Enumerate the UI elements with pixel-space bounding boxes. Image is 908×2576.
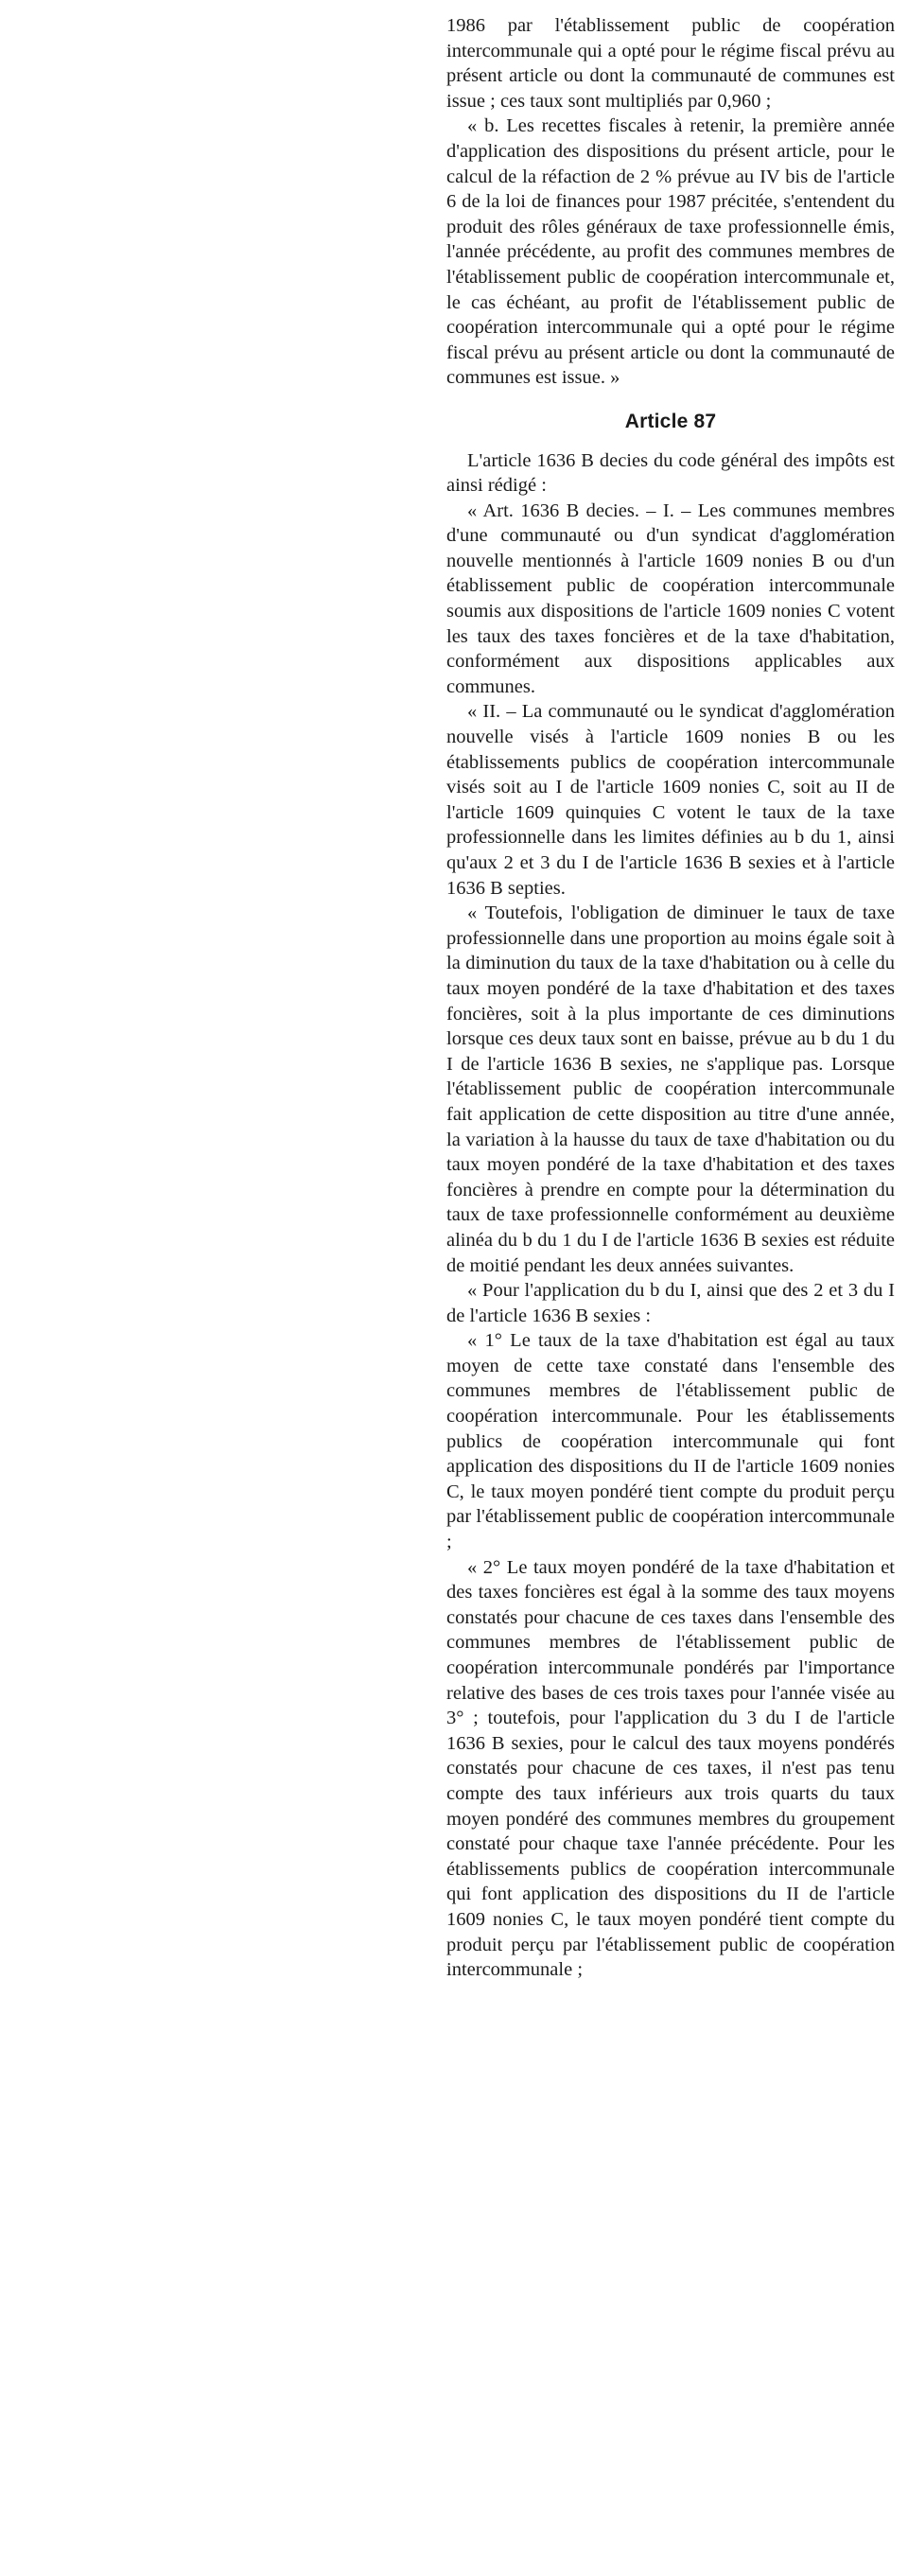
document-column (446, 13, 895, 1983)
paragraph-article-intro: L'article 1636 B decies du code général des impôts est ainsi rédigé : (446, 449, 895, 497)
paragraph-section-I: « Art. 1636 B decies. – I. – Les communes membres d'une communauté ou d'un syndicat d'agglomération nouvelle mentionnés à l'article 1609 nonies B ou d'un établissement public de coopération intercommunale soumis aux dispositions de l'article 1609 nonies C votent les taux des taxes foncières et de la taxe d'habitation, conformément aux dispositions applicables aux communes. (446, 499, 895, 697)
paragraph-toutefois: « Toutefois, l'obligation de diminuer le taux de taxe professionnelle dans une proportion au moins égale soit à la diminution du taux de la taxe d'habitation ou à celle du taux moyen pondéré de la taxe d'habitation et des taxes foncières, soit à la plus importante de ces diminutions lorsque ces deux taux sont en baisse, prévue au b du 1 du I de l'article 1636 B sexies, ne s'applique pas. Lorsque l'établissement public de coopération intercommunale fait application de cette disposition au titre d'une année, la variation à la hausse du taux de taxe d'habitation ou du taux moyen pondéré de la taxe d'habitation et des taxes foncières à prendre en compte pour la détermination du taux de taxe professionnelle conformément au deuxième alinéa du b du 1 du I de l'article 1636 B sexies est réduite de moitié pendant les deux années suivantes. (446, 902, 895, 1276)
paragraph-pour-application: « Pour l'application du b du I, ainsi que des 2 et 3 du I de l'article 1636 B sexies : (446, 1280, 895, 1326)
article-heading: Article 87 (624, 410, 717, 432)
paragraph-item-2: « 2° Le taux moyen pondéré de la taxe d'habitation et des taxes foncières est égal à la somme des taux moyens constatés pour chacune de ces taxes dans l'ensemble des communes membres de l'établissement public de coopération intercommunale pondérés par l'importance relative des bases de ces trois taxes pour l'année visée au 3° ; toutefois, pour l'application du 3 du I de l'article 1636 B sexies, pour le calcul des taux moyens pondérés constatés pour chacune de ces taxes, il n'est pas tenu compte des taux inférieurs aux trois quarts du taux moyen pondéré des communes membres du groupement constaté pour chaque taxe l'année précédente. Pour les établissements publics de coopération intercommunale qui font application des dispositions du II de l'article 1609 nonies C, le taux moyen pondéré tient compte du produit perçu par l'établissement public de coopération intercommunale ; (446, 1556, 895, 1981)
paragraph-b-recettes: « b. Les recettes fiscales à retenir, la première année d'application des dispositions du présent article, pour le calcul de la réfaction de 2 % prévue au IV bis de l'article 6 de la loi de finances pour 1987 précitée, s'entendent du produit des rôles généraux de taxe professionnelle émis, l'année précédente, au profit des communes membres de l'établissement public de coopération intercommunale et, le cas échéant, au profit de l'établissement public de coopération intercommunale qui a opté pour le régime fiscal prévu au présent article ou dont la communauté de communes est issue. » (446, 115, 895, 389)
paragraph-section-II: « II. – La communauté ou le syndicat d'agglomération nouvelle visés à l'article 1609 nonies B ou les établissements publics de coopération intercommunale visés soit au I de l'article 1609 nonies C, soit au II de l'article 1609 quinquies C votent le taux de la taxe professionnelle dans les limites définies au b du 1, ainsi qu'aux 2 et 3 du I de l'article 1636 B sexies et à l'article 1636 B septies. (446, 701, 895, 899)
paragraph-continuation: 1986 par l'établissement public de coopération intercommunale qui a opté pour le régime fiscal prévu au présent article ou dont la communauté de communes est issue ; ces taux sont multipliés par 0,960 ; (446, 15, 895, 112)
paragraph-item-1: « 1° Le taux de la taxe d'habitation est égal au taux moyen de cette taxe constaté dans l'ensemble des communes membres de l'établissement public de coopération intercommunale. Pour les établissements publics de coopération intercommunale qui font application des dispositions du II de l'article 1609 nonies C, le taux moyen pondéré tient compte du produit perçu par l'établissement public de coopération intercommunale ; (446, 1330, 895, 1553)
